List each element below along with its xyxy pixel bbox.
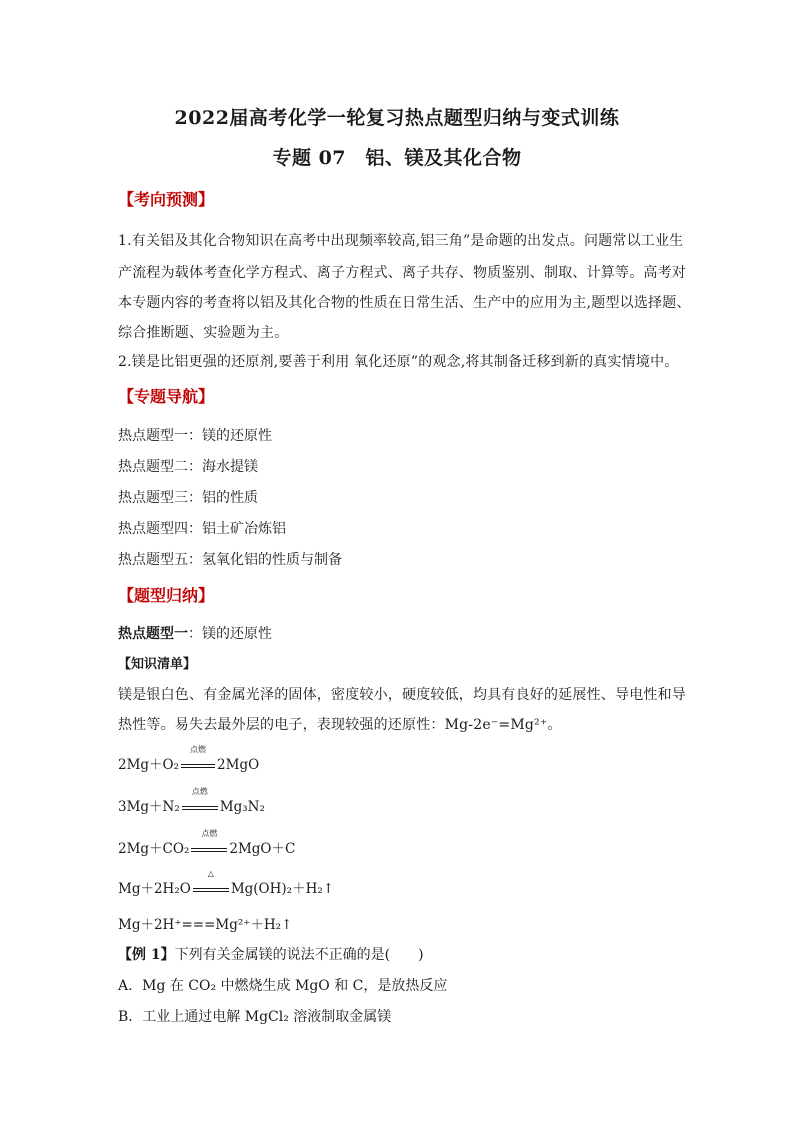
section-heading-nav: 【专题导航】 <box>118 387 215 406</box>
equation-3-condition: 点燃 <box>201 829 218 838</box>
knowledge-line-1: 镁是银白色、有金属光泽的固体，密度较小，硬度较低，均具有良好的延展性、导电性和导 <box>118 687 686 703</box>
equation-4-reactants: Mg＋2H₂O <box>118 881 191 897</box>
forecast-line-2: 产流程为载体考查化学方程式、离子方程式、离子共存、物质鉴别、制取、计算等。高考对 <box>118 265 686 281</box>
nav-item-5: 热点题型五：氢氧化铝的性质与制备 <box>118 552 342 568</box>
hot-type-label: 热点题型一 <box>118 626 188 642</box>
equation-3 <box>118 829 296 858</box>
forecast-line-1: 1.有关铝及其化合物知识在高考中出现频率较高,铝三角”是命题的出发点。问题常以工业生 <box>118 233 684 249</box>
hot-type-line <box>118 625 272 643</box>
equation-2 <box>118 787 265 816</box>
option-b: B．工业上通过电解 MgCl₂ 溶液制取金属镁 <box>118 1009 392 1025</box>
section-heading-summary: 【题型归纳】 <box>118 586 215 605</box>
equation-2-condition: 点燃 <box>191 787 208 796</box>
example-1 <box>118 946 424 964</box>
section-heading-forecast: 【考向预测】 <box>118 190 215 209</box>
document-subtitle: 专题 07 铝、镁及其化合物 <box>272 147 522 169</box>
equation-5: Mg＋2H⁺===Mg²⁺＋H₂↑ <box>118 917 293 933</box>
equation-4 <box>118 869 335 898</box>
equation-1-condition: 点燃 <box>190 745 207 754</box>
option-a: A．Mg 在 CO₂ 中燃烧生成 MgO 和 C，是放热反应 <box>118 978 448 994</box>
knowledge-line-2: 热性等。易失去最外层的电子，表现较强的还原性：Mg-2e⁻=Mg²⁺。 <box>118 717 562 733</box>
equation-3-arrow <box>191 829 227 858</box>
nav-item-1: 热点题型一：镁的还原性 <box>118 428 272 444</box>
equation-1-products: 2MgO <box>217 757 260 773</box>
document-title: 2022届高考化学一轮复习热点题型归纳与变式训练 <box>174 107 620 129</box>
equation-2-reactants: 3Mg＋N₂ <box>118 799 180 815</box>
forecast-line-4: 综合推断题、实验题为主。 <box>118 325 289 341</box>
equation-4-condition: △ <box>207 869 214 878</box>
example-question: 下列有关金属镁的说法不正确的是( ) <box>174 947 424 963</box>
forecast-line-3: 本专题内容的考查将以铝及其化合物的性质在日常生活、生产中的应用为主,题型以选择题、 <box>118 295 691 311</box>
equation-1-reactants: 2Mg＋O₂ <box>118 757 180 773</box>
equation-1-arrow <box>181 745 215 774</box>
nav-item-3: 热点题型三：铝的性质 <box>118 490 258 506</box>
equation-1 <box>118 745 260 774</box>
forecast-line-5: 2.镁是比铝更强的还原剂,要善于利用 氧化还原”的观念,将其制备迁移到新的真实情境中。 <box>118 354 679 370</box>
hot-type-text: ：镁的还原性 <box>188 626 272 642</box>
nav-item-2: 热点题型二：海水提镁 <box>118 459 258 475</box>
knowledge-list-label: 【知识清单】 <box>118 657 197 672</box>
equation-2-arrow <box>182 787 218 816</box>
example-label: 【例 1】 <box>118 947 175 963</box>
equation-3-products: 2MgO＋C <box>229 841 296 857</box>
equation-2-products: Mg₃N₂ <box>219 799 265 815</box>
equation-4-arrow <box>193 869 229 898</box>
equation-3-reactants: 2Mg＋CO₂ <box>118 841 190 857</box>
nav-item-4: 热点题型四：铝土矿冶炼铝 <box>118 521 286 537</box>
equation-4-products: Mg(OH)₂＋H₂↑ <box>230 881 335 897</box>
